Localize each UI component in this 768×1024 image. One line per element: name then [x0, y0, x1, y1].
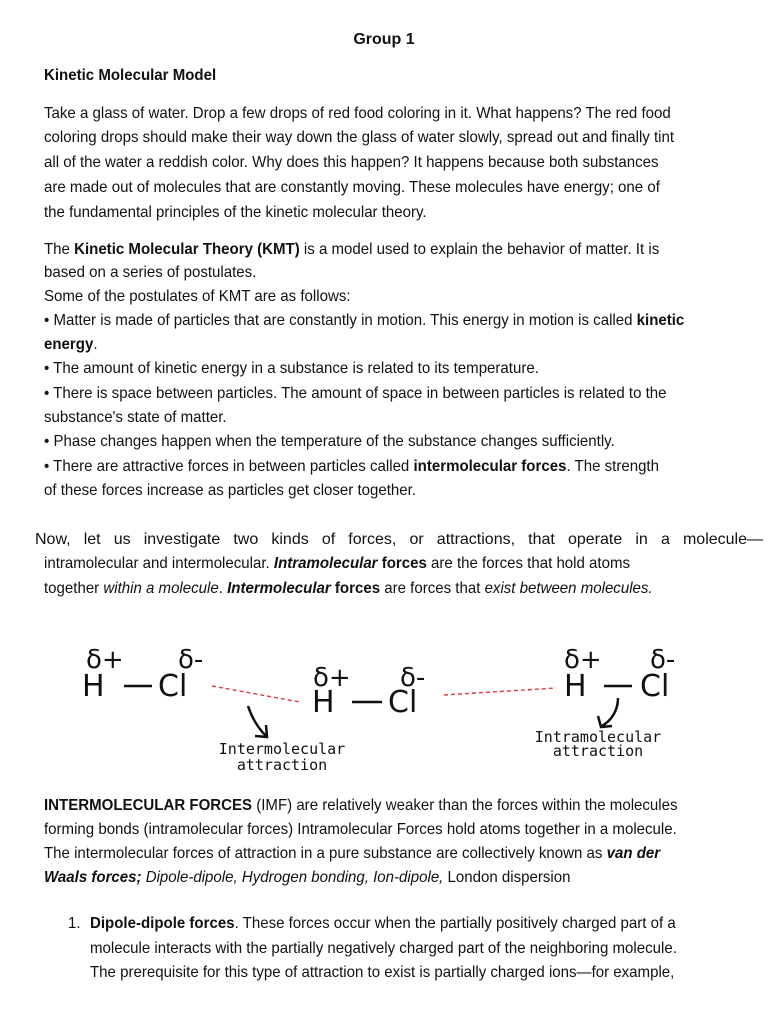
bold-term: kinetic	[636, 312, 685, 329]
italic-term: exist between molecules.	[484, 580, 653, 597]
imf-line	[44, 844, 689, 864]
intermolecular-dashed-line	[444, 688, 556, 695]
bold-italic-term: van der	[606, 845, 661, 862]
kmt-line: based on a series of postulates.	[44, 264, 257, 281]
kmt-term: Kinetic Molecular Theory (KMT)	[74, 241, 300, 258]
bold-term: intermolecular forces	[413, 458, 567, 475]
postulate-item	[44, 311, 689, 331]
text-span: together	[44, 580, 104, 597]
delta-plus-label: δ+	[564, 645, 602, 675]
delta-minus-label: δ-	[400, 663, 426, 693]
text-span: The	[44, 241, 75, 258]
intermolecular-dashed-line	[212, 686, 300, 702]
group-title: Group 1	[353, 31, 415, 48]
kmt-intro-line	[44, 240, 689, 260]
text-span: are forces that	[380, 580, 485, 597]
text-span: The intermolecular forces of attraction in a pure substance are collectively known as	[44, 845, 607, 862]
postulate-item-cont: substance's state of matter.	[44, 409, 227, 426]
postulate-item: • There is space between particles. The amount of space in between particles is related to the	[44, 385, 667, 402]
text-span: are the forces that hold atoms	[426, 555, 631, 572]
bold-italic-term: Waals forces;	[44, 869, 142, 886]
postulate-item: • The amount of kinetic energy in a substance is related to its temperature.	[44, 360, 539, 377]
bold-italic-term: Intramolecular	[273, 555, 378, 572]
text-span: Now, let us investigate two kinds of forces, or attractions, that operate in a molecule—	[35, 531, 763, 548]
cl-atom-label: Cl	[158, 669, 188, 704]
imf-line: forming bonds (intramolecular forces) Intramolecular Forces hold atoms together in a molecule.	[44, 821, 677, 838]
list-item-cont: molecule interacts with the partially negatively charged part of the neighboring molecule.	[90, 940, 677, 957]
arrow-icon	[248, 706, 266, 736]
bold-term: energy	[44, 336, 94, 353]
attraction-label: attraction	[552, 742, 644, 760]
bold-term: forces	[330, 580, 381, 597]
paragraph-line: Take a glass of water. Drop a few drops of red food coloring in it. What happens? The red food	[44, 105, 671, 122]
text-span: . These forces occur when the partially positively charged part of a	[234, 915, 676, 932]
italic-term: Dipole-dipole, Hydrogen bonding, Ion-dipole,	[141, 869, 444, 886]
cl-atom-label: Cl	[640, 669, 670, 704]
h-atom-label: H	[82, 669, 105, 704]
text-span: • Matter is made of particles that are constantly in motion. This energy in motion is called	[44, 312, 637, 329]
forces-line	[35, 530, 763, 550]
forces-line	[44, 554, 689, 574]
text-span: .	[93, 336, 98, 353]
paragraph-line: all of the water a reddish color. Why does this happen? It happens because both substances	[44, 154, 659, 171]
italic-term: within a molecule	[103, 580, 219, 597]
kmt-line: Some of the postulates of KMT are as follows:	[44, 288, 351, 305]
cl-atom-label: Cl	[388, 685, 418, 720]
postulate-item-cont: of these forces increase as particles get closer together.	[44, 482, 417, 499]
paragraph-line: are made out of molecules that are constantly moving. These molecules have energy; one of	[44, 179, 660, 196]
text-span: London dispersion	[443, 869, 571, 886]
imf-line	[44, 796, 689, 816]
delta-plus-label: δ+	[313, 663, 351, 693]
text-span: intramolecular and intermolecular.	[44, 555, 274, 572]
bold-term: Dipole-dipole forces	[90, 915, 235, 932]
delta-minus-label: δ-	[178, 645, 204, 675]
postulate-item: • Phase changes happen when the temperature of the substance changes sufficiently.	[44, 433, 615, 450]
attraction-label: attraction	[236, 756, 328, 774]
postulate-item	[44, 457, 689, 477]
intramolecular-label: Intramolecular	[534, 728, 662, 746]
paragraph-line: the fundamental principles of the kinetic molecular theory.	[44, 204, 427, 221]
hcl-diagram	[0, 640, 768, 780]
postulate-item-cont	[44, 335, 689, 355]
list-number: 1.	[68, 915, 81, 932]
h-atom-label: H	[312, 685, 335, 720]
text-span: (IMF) are relatively weaker than the forces within the molecules	[252, 797, 678, 814]
paragraph-line: coloring drops should make their way down the glass of water slowly, spread out and finally tint	[44, 129, 675, 146]
arrow-icon	[602, 698, 618, 726]
list-item	[90, 914, 692, 934]
bold-italic-term: Intermolecular	[227, 580, 331, 597]
text-span: .	[218, 580, 228, 597]
bold-term: INTERMOLECULAR FORCES	[44, 797, 253, 814]
intermolecular-label: Intermolecular	[218, 740, 346, 758]
imf-line	[44, 868, 689, 888]
text-span: • There are attractive forces in between particles called	[44, 458, 414, 475]
forces-line	[44, 579, 689, 599]
bold-term: forces	[377, 555, 427, 572]
text-span: . The strength	[566, 458, 659, 475]
list-item-cont: The prerequisite for this type of attraction to exist is partially charged ions—for example,	[90, 964, 675, 981]
text-span: is a model used to explain the behavior of matter. It is	[299, 241, 660, 258]
section-title: Kinetic Molecular Model	[44, 67, 217, 84]
delta-plus-label: δ+	[86, 645, 124, 675]
h-atom-label: H	[564, 669, 587, 704]
delta-minus-label: δ-	[650, 645, 676, 675]
